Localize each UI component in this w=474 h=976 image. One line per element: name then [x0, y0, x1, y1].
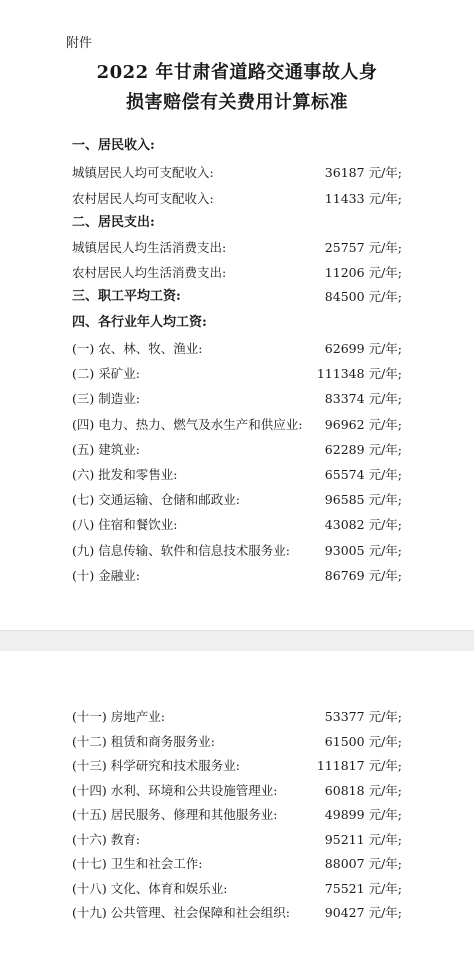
- industry-wage-value: 90427: [324, 905, 365, 920]
- industry-row: [72, 830, 402, 850]
- document-title-line-1: 2022 年甘肃省道路交通事故人身: [96, 62, 378, 83]
- industry-wage-value: 62699: [324, 341, 365, 356]
- industry-wage-value: 95211: [324, 831, 365, 847]
- industry-label: (十) 金融业:: [72, 567, 140, 583]
- industry-label: (十七) 卫生和社会工作:: [72, 856, 203, 871]
- unit-label: 元/年;: [368, 441, 402, 457]
- industry-wage-value: 86769: [324, 567, 365, 583]
- industry-wage-value: 43082: [324, 517, 365, 533]
- industry-row: [72, 490, 402, 510]
- rural-income-value: 11433: [324, 191, 365, 206]
- industry-row: [72, 732, 402, 752]
- industry-row: [72, 415, 402, 435]
- unit-label: 元/年;: [368, 517, 402, 533]
- industry-row: [72, 756, 402, 776]
- industry-wage-value: 83374: [324, 391, 365, 407]
- industry-label: (五) 建筑业:: [72, 441, 140, 457]
- industry-label: (六) 批发和零售业:: [72, 467, 178, 482]
- industry-wage-value: 60818: [324, 782, 365, 798]
- industry-row: [72, 465, 402, 485]
- industry-row: [72, 541, 402, 561]
- industry-wage-value: 53377: [324, 709, 365, 724]
- unit-label: 元/年;: [368, 782, 402, 798]
- urban-expense-label: 城镇居民人均生活消费支出:: [72, 240, 227, 255]
- rural-income-label: 农村居民人均可支配收入:: [72, 191, 214, 206]
- urban-income-row: [72, 163, 402, 183]
- industry-row: [72, 339, 402, 359]
- unit-label: 元/年;: [368, 709, 402, 724]
- industry-wage-value: 65574: [324, 467, 365, 482]
- industry-wage-value: 88007: [324, 856, 365, 871]
- unit-label: 元/年;: [368, 366, 402, 382]
- unit-label: 元/年;: [368, 733, 402, 749]
- industry-label: (八) 住宿和餐饮业:: [72, 517, 178, 533]
- industry-row: [72, 515, 402, 535]
- industry-wage-value: 96585: [324, 492, 365, 508]
- unit-label: 元/年;: [368, 492, 402, 508]
- industry-label: (四) 电力、热力、燃气及水生产和供应业:: [72, 416, 303, 432]
- industry-label: (十二) 租赁和商务服务业:: [72, 733, 215, 749]
- industry-label: (十五) 居民服务、修理和其他服务业:: [72, 807, 278, 822]
- industry-label: (十三) 科学研究和技术服务业:: [72, 758, 240, 773]
- industry-label: (九) 信息传输、软件和信息技术服务业:: [72, 542, 290, 558]
- industry-label: (十九) 公共管理、社会保障和社会组织:: [72, 905, 290, 920]
- avg-wage-value: 84500: [324, 289, 365, 304]
- industry-row: [72, 707, 402, 727]
- industry-label: (一) 农、林、牧、渔业:: [72, 341, 203, 356]
- document-page-2: [0, 651, 474, 976]
- urban-income-value: 36187: [324, 165, 365, 180]
- unit-label: 元/年;: [368, 567, 402, 583]
- unit-label: 元/年;: [368, 831, 402, 847]
- industry-row: [72, 805, 402, 825]
- rural-expense-value: 11206: [324, 265, 365, 280]
- unit-label: 元/年;: [368, 880, 402, 896]
- industry-row: [72, 854, 402, 874]
- industry-label: (三) 制造业:: [72, 391, 140, 407]
- industry-label: (七) 交通运输、仓储和邮政业:: [72, 492, 240, 508]
- industry-row: [72, 566, 402, 586]
- unit-label: 元/年;: [368, 416, 402, 432]
- industry-wage-value: 49899: [324, 807, 365, 822]
- urban-expense-value: 25757: [324, 240, 365, 255]
- industry-label: (十四) 水利、环境和公共设施管理业:: [72, 782, 278, 798]
- document-title-line-2: 损害赔偿有关费用计算标准: [126, 92, 348, 113]
- industry-wage-value: 111817: [316, 758, 365, 773]
- industry-wage-value: 62289: [324, 441, 365, 457]
- rural-income-row: [72, 189, 402, 209]
- expense-heading: 二、居民支出:: [72, 215, 155, 230]
- industry-row: [72, 389, 402, 409]
- industry-label: (十一) 房地产业:: [72, 709, 165, 724]
- industry-label: (十六) 教育:: [72, 831, 140, 847]
- industry-wage-value: 75521: [324, 880, 365, 896]
- page-gap: [0, 630, 474, 652]
- urban-income-label: 城镇居民人均可支配收入:: [72, 165, 214, 180]
- industry-row: [72, 440, 402, 460]
- unit-label: 元/年;: [368, 341, 402, 356]
- unit-label: 元/年;: [368, 856, 402, 871]
- rural-expense-label: 农村居民人均生活消费支出:: [72, 265, 227, 280]
- unit-label: 元/年;: [368, 542, 402, 558]
- industry-heading: 四、各行业年人均工资:: [72, 315, 207, 330]
- industry-wage-value: 61500: [324, 733, 365, 749]
- industry-row: [72, 903, 402, 923]
- unit-label: 元/年;: [368, 807, 402, 822]
- industry-wage-value: 93005: [324, 542, 365, 558]
- urban-expense-row: [72, 238, 402, 258]
- industry-row: [72, 781, 402, 801]
- unit-label: 元/年;: [368, 758, 402, 773]
- industry-label: (二) 采矿业:: [72, 366, 140, 382]
- unit-label: 元/年;: [368, 165, 402, 180]
- unit-label: 元/年;: [368, 265, 402, 280]
- unit-label: 元/年;: [368, 467, 402, 482]
- income-heading: 一、居民收入:: [72, 138, 155, 153]
- industry-wage-value: 111348: [316, 366, 365, 382]
- attachment-label: 附件: [66, 36, 93, 51]
- rural-expense-row: [72, 263, 402, 283]
- avg-wage-heading: 三、职工平均工资:: [72, 289, 181, 304]
- industry-row: [72, 364, 402, 384]
- unit-label: 元/年;: [368, 191, 402, 206]
- industry-wage-value: 96962: [324, 416, 365, 432]
- unit-label: 元/年;: [368, 905, 402, 920]
- industry-row: [72, 879, 402, 899]
- unit-label: 元/年;: [368, 289, 402, 304]
- avg-wage-row: [72, 287, 402, 307]
- unit-label: 元/年;: [368, 240, 402, 255]
- unit-label: 元/年;: [368, 391, 402, 407]
- industry-label: (十八) 文化、体育和娱乐业:: [72, 880, 228, 896]
